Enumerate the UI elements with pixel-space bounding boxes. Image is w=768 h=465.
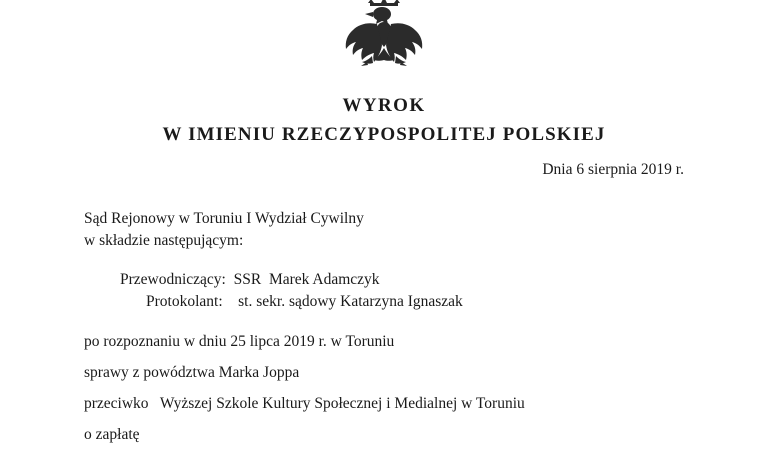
spacer <box>84 415 704 424</box>
panel-chairman: Przewodniczący: SSR Marek Adamczyk <box>120 271 380 288</box>
spacer <box>84 313 704 331</box>
document-body <box>84 208 704 446</box>
page-title: WYROK <box>342 95 426 116</box>
case-plaintiff: sprawy z powództwa Marka Joppa <box>84 364 300 381</box>
spacer <box>84 353 704 362</box>
case-subject: o zapłatę <box>84 426 140 443</box>
document-date: Dnia 6 sierpnia 2019 r. <box>542 161 684 178</box>
court-block <box>84 208 704 252</box>
polish-eagle-emblem <box>0 0 768 86</box>
panel-block <box>84 269 704 313</box>
spacer <box>84 384 704 393</box>
court-composition: w składzie następującym: <box>84 232 244 249</box>
case-defendant: przeciwko Wyższej Szkole Kultury Społecznej i Medialnej w Toruniu <box>84 395 525 412</box>
case-hearing: po rozpoznaniu w dniu 25 lipca 2019 r. w Toruniu <box>84 333 395 350</box>
panel-recorder: Protokolant: st. sekr. sądowy Katarzyna Ignaszak <box>146 293 463 310</box>
court-name: Sąd Rejonowy w Toruniu I Wydział Cywilny <box>84 210 364 227</box>
page-subtitle: W IMIENIU RZECZYPOSPOLITEJ POLSKIEJ <box>162 123 606 145</box>
spacer <box>84 252 704 269</box>
document-title-block <box>0 94 768 147</box>
